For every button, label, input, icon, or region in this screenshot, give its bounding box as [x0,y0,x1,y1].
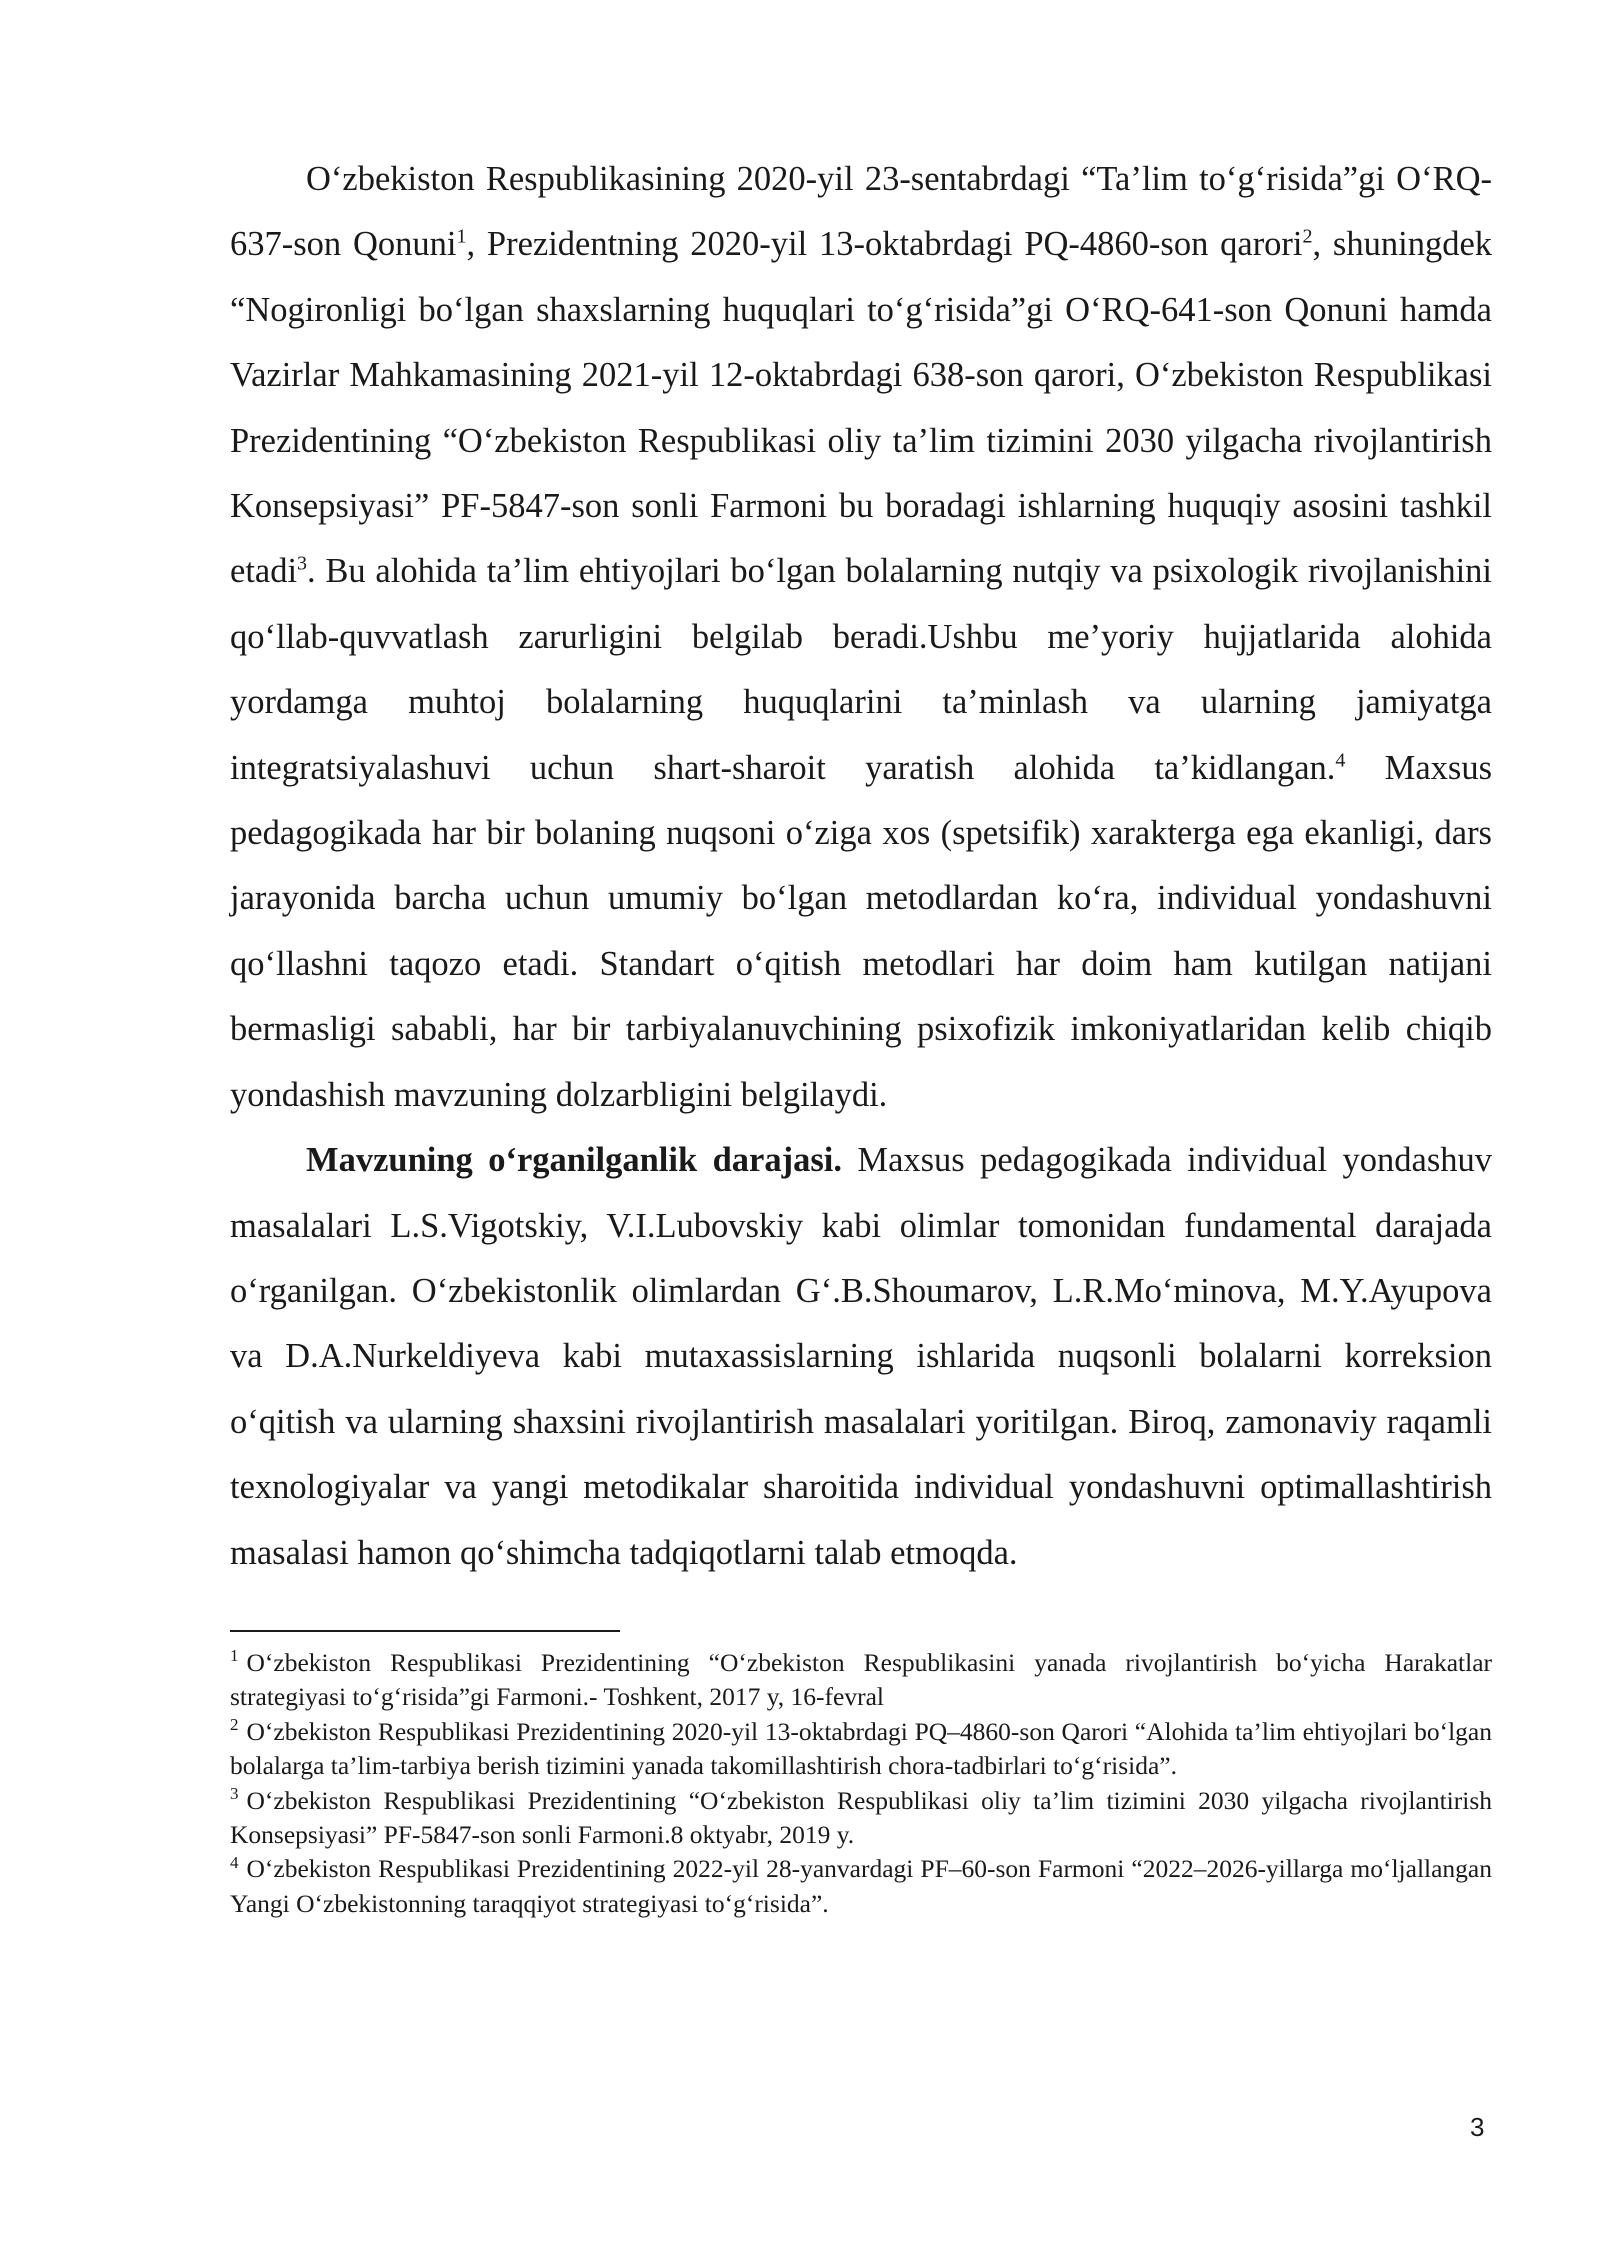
paragraph-2-text: Maxsus pedagogikada individual yondashuv masalalari L.S.Vigotskiy, V.I.Lubovskiy kabi olimlar tomonidan fundamental darajada o‘rganilgan. O‘zbekistonlik olimlardan G‘.B.Shoumarov, L.R.Mo‘minova, M.Y.Ayupova va D.A.Nurkeldiyeva kabi mutaxassislarning ishlarida nuqsonli bolalarni korreksion o‘qitish va ularning shaxsini rivojlantirish masalalari yoritilgan. Biroq, zamonaviy raqamli texnologiyalar va yangi metodikalar sharoitida individual yondashuvni optimallashtirish masalasi hamon qo‘shimcha tadqiqotlarni talab etmoqda. [230,1141,1492,1572]
footnote-text: O‘zbekiston Respublikasi Prezidentining 2020-yil 13-oktabrdagi PQ–4860-son Qarori “Alohida ta’lim ehtiyojlari bo‘lgan bolalarga ta’lim-tarbiya berish tizimini yanada takomillashtirish chora-tadbirlari to‘g‘risida”. [230,1716,1492,1781]
document-page [230,147,1492,1921]
body-paragraph-2 [230,1128,1492,1586]
footnote-mark: 2 [230,1715,239,1735]
footnote-mark: 3 [230,1784,239,1804]
footnote-3 [230,1784,1492,1853]
footnote-ref-3[interactable]: 3 [297,552,308,575]
footnote-separator [230,1630,620,1632]
footnote-mark: 4 [230,1852,239,1872]
section-heading: Mavzuning o‘rganilganlik darajasi. [306,1141,842,1180]
footnote-mark: 1 [230,1646,239,1666]
footnotes [230,1646,1492,1921]
footnote-4 [230,1852,1492,1921]
footnote-text: O‘zbekiston Respublikasi Prezidentining “O‘zbekiston Respublikasini yanada rivojlantirish bo‘yicha Harakatlar strategiyasi to‘g‘risida”gi Farmoni.- Toshkent, 2017 y, 16-fevral [230,1647,1492,1712]
paragraph-1-text-3: , shuningdek “Nogironligi bo‘lgan shaxslarning huquqlari to‘g‘risida”gi O‘RQ-641-son Qonuni hamda Vazirlar Mahkamasining 2021-yil 12-oktabrdagi 638-son qarori, O‘zbekiston Respublikasi Prezidentining “O‘zbekiston Respublikasi oliy ta’lim tizimini 2030 yilgacha rivojlantirish Konsepsiyasi” PF-5847-son sonli Farmoni bu boradagi ishlarning huquqiy asosini tashkil etadi [230,225,1493,591]
footnote-ref-1[interactable]: 1 [456,225,467,248]
footnote-ref-2[interactable]: 2 [1302,225,1313,248]
footnote-text: O‘zbekiston Respublikasi Prezidentining 2022-yil 28-yanvardagi PF–60-son Farmoni “2022–2026-yillarga mo‘ljallangan Yangi O‘zbekistonning taraqqiyot strategiyasi to‘g‘risida”. [230,1854,1492,1918]
footnote-text: O‘zbekiston Respublikasi Prezidentining “O‘zbekiston Respublikasi oliy ta’lim tizimini 2030 yilgacha rivojlantirish Konsepsiyasi” PF-5847-son sonli Farmoni.8 oktyabr, 2019 y. [230,1785,1492,1849]
footnote-ref-4[interactable]: 4 [1335,749,1346,772]
page-number: 3 [1470,2112,1485,2142]
footnote-2 [230,1715,1492,1784]
paragraph-1-text-1: O‘zbekiston Respublikasining 2020-yil 23-sentabrdagi “Ta’lim to‘g‘risida”gi O‘RQ-637-son Qonuni [230,160,1492,264]
body-paragraph-1 [230,147,1492,1128]
footnote-1 [230,1646,1492,1715]
paragraph-1-text-5: Maxsus pedagogikada har bir bolaning nuqsoni o‘ziga xos (spetsifik) xarakterga ega ekanligi, dars jarayonida barcha uchun umumiy bo‘lgan metodlardan ko‘ra, individual yondashuvni qo‘llashni taqozo etadi. Standart o‘qitish metodlari har doim ham kutilgan natijani bermasligi sababli, har bir tarbiyalanuvchining psixofizik imkoniyatlaridan kelib chiqib yondashish mavzuning dolzarbligini belgilaydi. [230,748,1492,1114]
paragraph-1-text-2: , Prezidentning 2020-yil 13-oktabrdagi PQ-4860-son qarori [466,225,1303,264]
paragraph-1-text-4: . Bu alohida ta’lim ehtiyojlari bo‘lgan bolalarning nutqiy va psixologik rivojlanishini qo‘llab-quvvatlash zarurligini belgilab beradi.Ushbu me’yoriy hujjatlarida alohida yordamga muhtoj bolalarning huquqlarini ta’minlash va ularning jamiyatga integratsiyalashuvi uchun shart-sharoit yaratish alohida ta’kidlangan. [230,552,1492,787]
